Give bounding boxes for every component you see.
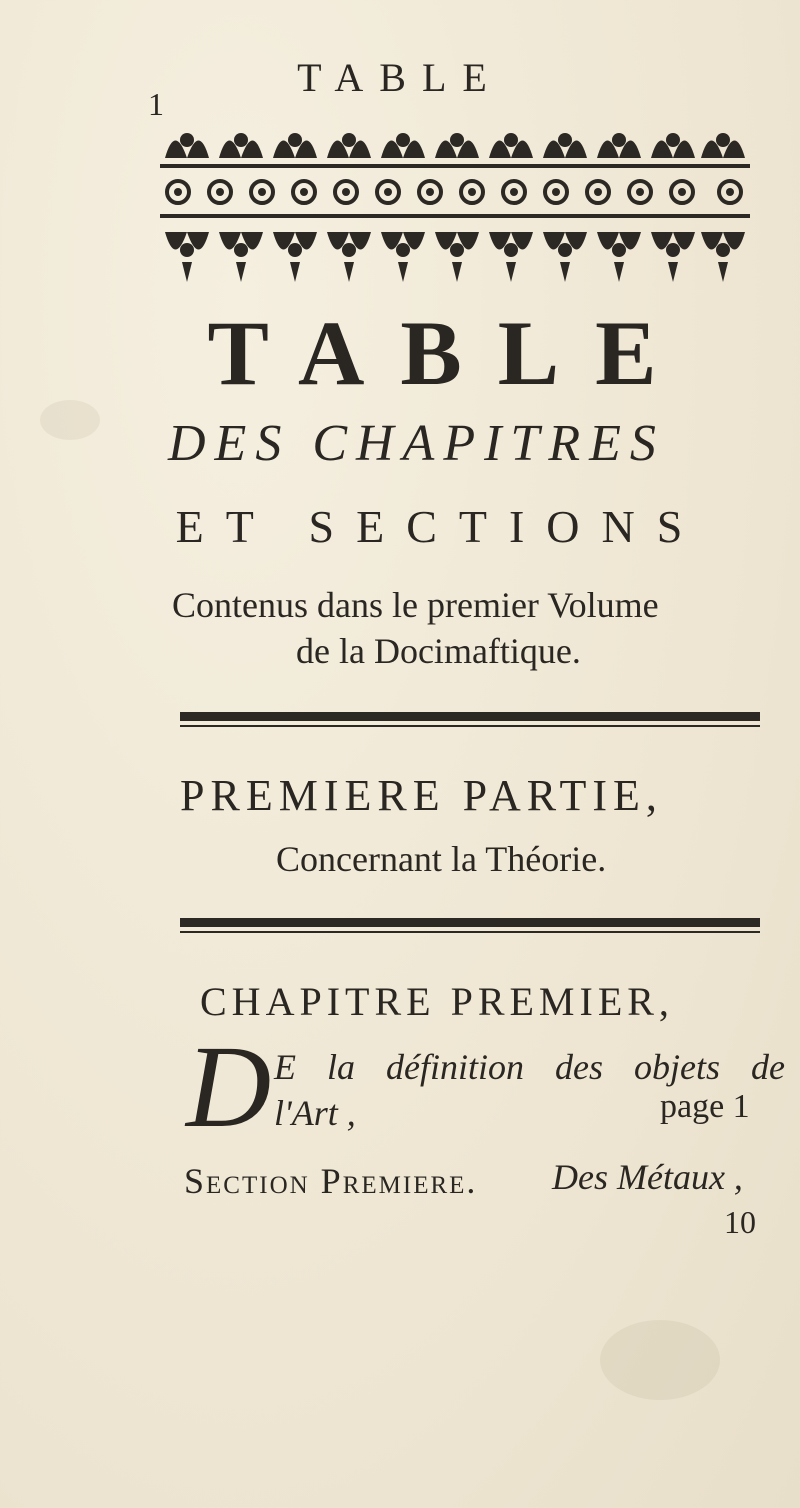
ornament-bar [160, 214, 750, 218]
ornament-row-middle [167, 181, 741, 203]
description-line-2: de la Docimaftique. [296, 631, 581, 671]
toc-entry-page: page 1 [660, 1088, 750, 1125]
description-line-1: Contenus dans le premier Volume [172, 585, 659, 625]
section-page: 10 [724, 1204, 756, 1240]
ornament-row-top [165, 133, 745, 158]
running-head: TABLE [297, 55, 503, 100]
drop-cap: D [186, 1021, 272, 1152]
page-number: 1 [148, 86, 164, 122]
paper-stain [600, 1320, 720, 1400]
subtitle-sections: ET SECTIONS [175, 501, 705, 552]
divider-rule [180, 712, 760, 727]
ornament-bar [160, 164, 750, 168]
section-label: Section Premiere. [184, 1161, 478, 1201]
page-title: TABLE [207, 302, 693, 404]
part-subtitle: Concernant la Théorie. [276, 839, 607, 879]
part-title: PREMIERE PARTIE, [180, 771, 663, 820]
subtitle-chapitres: DES CHAPITRES [168, 415, 665, 472]
ornament-row-bottom [165, 232, 745, 282]
divider-rule [180, 918, 760, 933]
toc-entry-text: E la définition des objets de [274, 1047, 785, 1087]
chapter-title: CHAPITRE PREMIER, [200, 979, 674, 1024]
fleuron-ornament [160, 118, 750, 298]
paper-stain [40, 400, 100, 440]
section-title: Des Métaux , [552, 1157, 743, 1197]
toc-entry-text-continued: l'Art , [274, 1093, 356, 1133]
